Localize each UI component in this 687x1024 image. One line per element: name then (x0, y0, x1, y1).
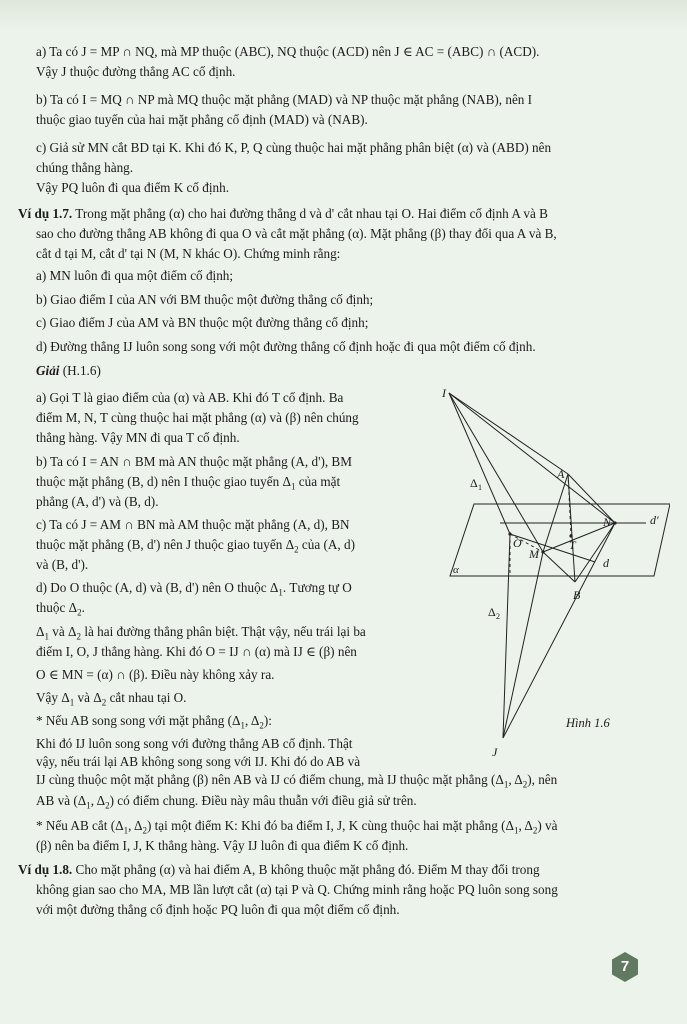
paragraph: điểm M, N, T cùng thuộc hai mặt phẳng (α) và (β) nên chúng (36, 410, 359, 425)
paragraph: a) Gọi T là giao điểm của (α) và AB. Khi đó T cố định. Ba (36, 390, 344, 405)
paragraph: d) Do O thuộc (A, d) và (B, d') nên O thuộc $\Delta_1$. Tương tự O (36, 580, 352, 598)
paragraph: phẳng (A, d') và (B, d). (36, 494, 159, 509)
label-J: J (492, 745, 498, 759)
point-O (508, 532, 511, 535)
paragraph: Khi đó IJ luôn song song với đường thẳng AB cố định. Thật (36, 736, 353, 751)
paragraph: thẳng hàng. Vậy MN đi qua T cố định. (36, 430, 240, 445)
example-7: Ví dụ 1.7. Trong mặt phẳng (α) cho hai đường thẳng d và d' cắt nhau tại O. Hai điểm cố định A và B (18, 206, 548, 221)
point-M (541, 550, 544, 553)
label-O: O (513, 536, 522, 550)
plane-alpha (450, 504, 670, 576)
figure-caption: Hình 1.6 (566, 716, 610, 730)
line-delta2 (503, 534, 510, 738)
line-IM (449, 393, 543, 552)
solution-heading: Giải (H.1.6) (36, 363, 101, 378)
label-T: T (569, 538, 576, 552)
example-8: Ví dụ 1.8. Cho mặt phẳng (α) và hai điểm A, B không thuộc mặt phẳng đó. Điểm M thay đổi trong (18, 862, 540, 877)
question-b: b) Giao điểm I của AN với BM thuộc một đường thẳng cố định; (36, 292, 374, 307)
top-band (0, 0, 687, 30)
label-B: B (573, 588, 581, 602)
paragraph: thuộc $\Delta_2$. (36, 600, 85, 618)
page-number-badge (609, 951, 641, 983)
paragraph: c) Giả sử MN cắt BD tại K. Khi đó K, P, Q cùng thuộc hai mặt phẳng phân biệt (α) và (ABD) nên (36, 140, 552, 155)
line-JN (503, 523, 615, 738)
point-N (613, 521, 616, 524)
label-alpha: α (453, 564, 459, 576)
example-label: Ví dụ 1.8. (18, 862, 73, 877)
paragraph: thuộc giao tuyến của hai mặt phẳng cố định (MAD) và (NAB). (36, 112, 368, 127)
label-M: M (529, 547, 539, 561)
paragraph: b) Ta có I = MQ ∩ NP mà MQ thuộc mặt phẳng (MAD) và NP thuộc mặt phẳng (NAB), nên I (36, 92, 533, 107)
question-c: c) Giao điểm J của AM và BN thuộc một đường thẳng cố định; (36, 315, 369, 330)
line-AM (543, 474, 568, 552)
paragraph: chúng thẳng hàng. (36, 160, 134, 175)
paragraph: Vậy PQ luôn đi qua điểm K cố định. (36, 180, 230, 195)
example-label: Ví dụ 1.7. (18, 206, 73, 221)
label-N: N (603, 515, 612, 529)
paragraph: O ∈ MN = (α) ∩ (β). Điều này không xảy ra. (36, 667, 275, 682)
label-d-prime: d' (650, 513, 659, 527)
label-delta1-sub: 1 (478, 483, 482, 492)
question-a: a) MN luôn đi qua một điểm cố định; (36, 268, 234, 283)
paragraph: * Nếu AB cắt ($\Delta_1$, $\Delta_2$) tại một điểm K: Khi đó ba điểm I, J, K cùng thuộc hai mặt phẳng ($\Delta_1$, $\Delta_2$) và (36, 818, 558, 836)
question-d: d) Đường thẳng IJ luôn song song với một đường thẳng cố định hoặc đi qua một điểm cố định. (36, 339, 536, 354)
paragraph: (β) nên ba điểm I, J, K thẳng hàng. Vậy IJ luôn đi qua điểm K cố định. (36, 838, 409, 853)
paragraph: thuộc mặt phẳng (B, d) nên I thuộc giao tuyến $\Delta_1$ của mặt (36, 474, 341, 492)
paragraph: * Nếu AB song song với mặt phẳng ($\Delta_1$, $\Delta_2$): (36, 713, 272, 731)
paragraph: $\Delta_1$ và $\Delta_2$ là hai đường thẳng phân biệt. Thật vậy, nếu trái lại ba (36, 624, 366, 642)
paragraph: Vậy J thuộc đường thẳng AC cố định. (36, 64, 236, 79)
label-d: d (603, 556, 609, 570)
paragraph: b) Ta có I = AN ∩ BM mà AN thuộc mặt phẳng (A, d'), BM (36, 454, 352, 469)
line-BM (543, 552, 575, 582)
label-A: A (557, 467, 565, 481)
paragraph: với một đường thẳng cố định hoặc PQ luôn đi qua một điểm cố định. (36, 902, 400, 917)
paragraph: c) Ta có J = AM ∩ BN mà AM thuộc mặt phẳng (A, d), BN (36, 517, 350, 532)
geometry-figure (440, 386, 670, 768)
paragraph: IJ cùng thuộc một mặt phẳng (β) nên AB và IJ có điểm chung, mà IJ thuộc mặt phẳng ($\Delta_1$, $\Delta_2$), nên (36, 772, 558, 790)
line-JM (503, 552, 543, 738)
label-delta2-sub: 2 (496, 612, 500, 621)
paragraph: sao cho đường thẳng AB không đi qua O và cắt mặt phẳng (α). Mặt phẳng (β) thay đổi qua A và B, (36, 226, 557, 241)
line-BN (575, 523, 615, 582)
paragraph: và (B, d'). (36, 557, 89, 572)
label-delta2: Δ (488, 605, 496, 619)
page-number: 7 (620, 958, 630, 975)
line-AB (568, 474, 575, 582)
paragraph: điểm I, O, J thẳng hàng. Khi đó O = IJ ∩ (α) mà IJ ∈ (β) nên (36, 644, 357, 659)
label-I: I (442, 386, 446, 400)
paragraph: a) Ta có J = MP ∩ NQ, mà MP thuộc (ABC), NQ thuộc (ACD) nên J ∈ AC = (ABC) ∩ (ACD). (36, 44, 540, 59)
paragraph: cắt d tại M, cắt d' tại N (M, N khác O). Chứng minh rằng: (36, 246, 341, 261)
paragraph: Vậy $\Delta_1$ và $\Delta_2$ cắt nhau tại O. (36, 690, 187, 708)
paragraph: vậy, nếu trái lại AB không song song với IJ. Khi đó do AB và (36, 754, 361, 769)
label-delta1: Δ (470, 476, 478, 490)
paragraph: không gian sao cho MA, MB lần lượt cắt (α) tại P và Q. Chứng minh rằng hoặc PQ luôn song song (36, 882, 558, 897)
paragraph: AB và ($\Delta_1$, $\Delta_2$) có điểm chung. Điều này mâu thuẫn với điều giả sử trên. (36, 793, 417, 811)
paragraph: thuộc mặt phẳng (B, d') nên J thuộc giao tuyến $\Delta_2$ của (A, d) (36, 537, 355, 555)
